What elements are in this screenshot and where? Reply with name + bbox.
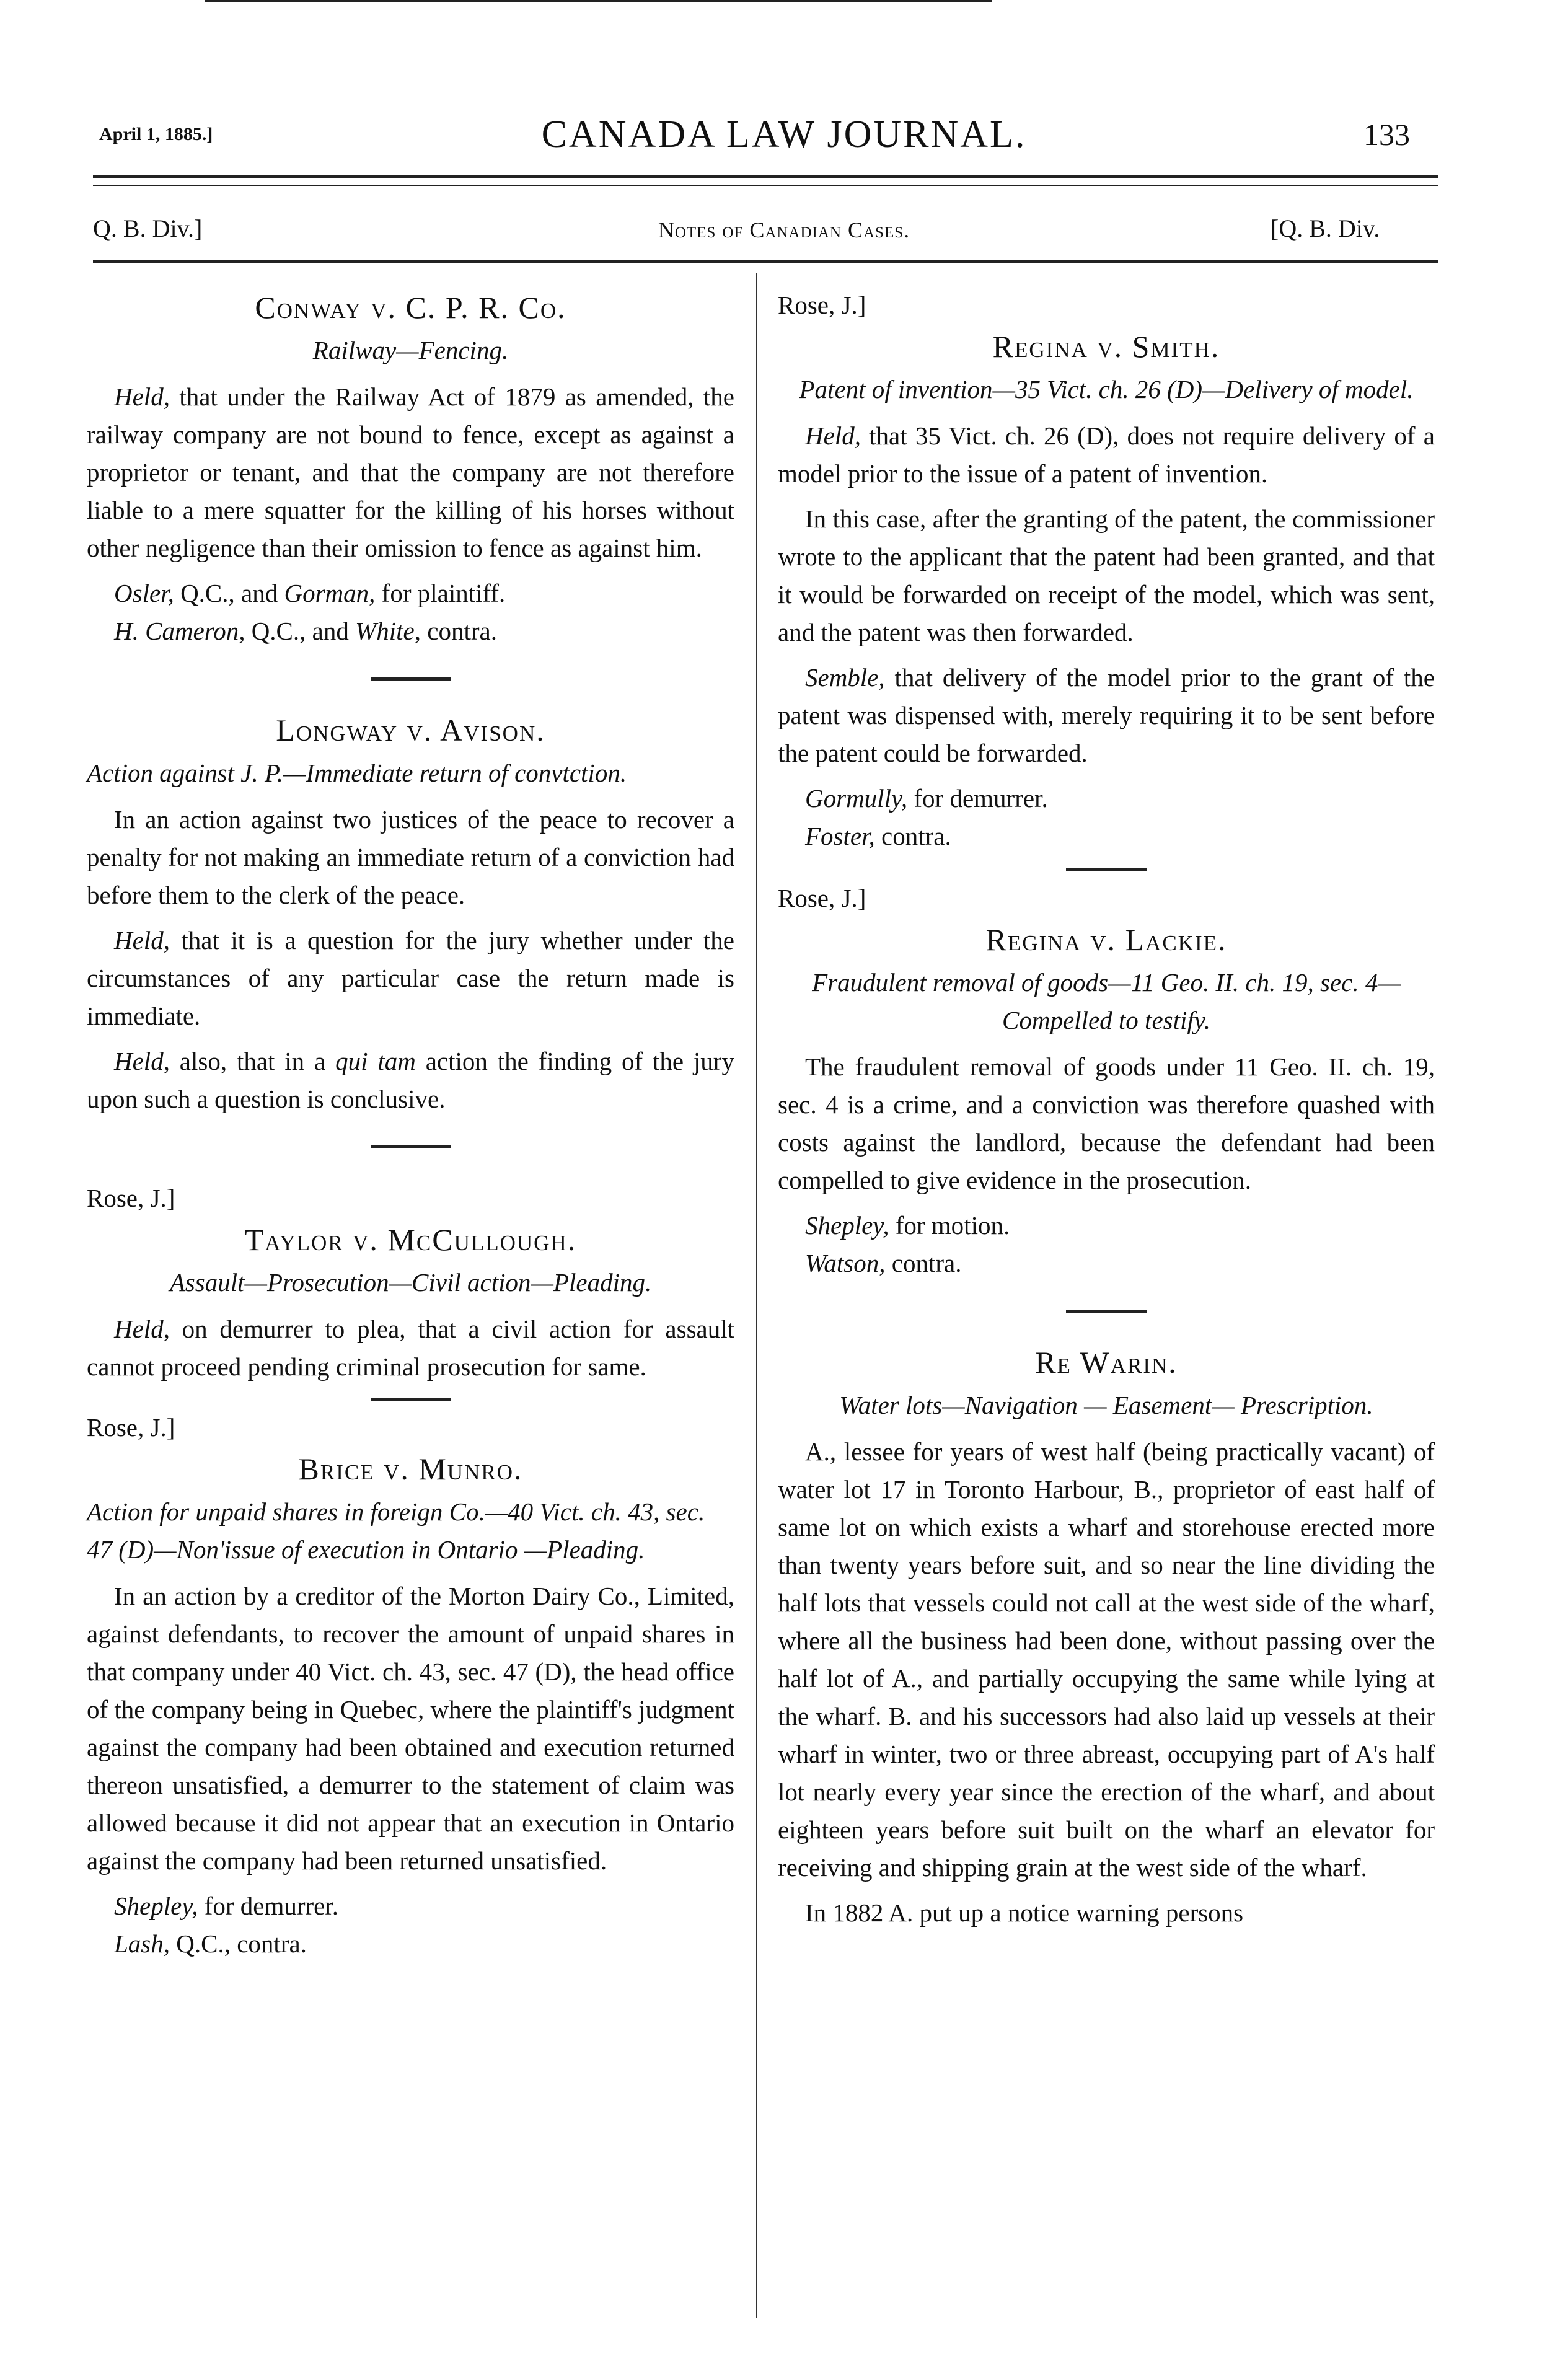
case-title-brice: Brice v. Munro. <box>298 1452 523 1486</box>
paragraph-longway-held-1: Held, that it is a question for the jury whether under the circumstances of any particular case the return made is immediate. <box>87 926 734 1030</box>
counsel-lackie-2: Watson, contra. <box>805 1249 962 1277</box>
counsel-smith-1: Gormully, for demurrer. <box>805 784 1048 813</box>
judge-lackie: Rose, J.] <box>778 884 866 912</box>
running-head-right: [Q. B. Div. <box>1271 214 1380 242</box>
paragraph-taylor-held: Held, on demurrer to plea, that a civil action for assault cannot proceed pending criminal prosecution for same. <box>87 1315 734 1381</box>
paragraph-smith-2: In this case, after the granting of the patent, the commissioner wrote to the applicant that the patent had been granted, and that it would be forwarded on receipt of the model, which was sent, and the patent was then forwarded. <box>778 505 1435 646</box>
counsel-lackie-1: Shepley, for motion. <box>805 1211 1010 1240</box>
running-head-left: Q. B. Div.] <box>93 214 203 242</box>
paragraph-smith-semble: Semble, that delivery of the model prior to the grant of the patent was dispensed with, merely requiring it to be sent before the patent could be forwarded. <box>778 663 1435 767</box>
headnote-conway: Railway—Fencing. <box>312 336 509 364</box>
case-separator <box>1066 868 1147 871</box>
paragraph-lackie-1: The fraudulent removal of goods under 11 Geo. II. ch. 19, sec. 4 is a crime, and a conviction was therefore quashed with costs against the landlord, because the defendant had been compelled to give evidence in the prosecution. <box>778 1052 1435 1194</box>
judge-smith: Rose, J.] <box>778 291 866 319</box>
judge-brice: Rose, J.] <box>87 1413 175 1442</box>
case-separator <box>371 677 451 681</box>
case-title-longway: Longway v. Avison. <box>276 713 545 747</box>
counsel-brice-1: Shepley, for demurrer. <box>114 1892 339 1920</box>
subheader-rule <box>93 260 1438 263</box>
paragraph-longway-1: In an action against two justices of the peace to recover a penalty for not making an immediate return of a conviction had before them to the clerk of the peace. <box>87 805 734 909</box>
judge-taylor: Rose, J.] <box>87 1184 175 1212</box>
case-title-conway: Conway v. C. P. R. Co. <box>255 290 566 325</box>
page-number: 133 <box>1363 117 1410 152</box>
case-title-lackie: Regina v. Lackie. <box>985 922 1227 957</box>
column-divider <box>756 273 757 2318</box>
paragraph-warin-1: A., lessee for years of west half (being practically vacant) of water lot 17 in Toronto Harbour, B., proprietor of east half of same lot on which exists a wharf and storehouse erected more than twenty years before suit, and so near the line dividing the half lots that vessels could not call at the west side of the wharf, where all the business had been done, without passing over the half lot of A., and partially occupying the same while lying at the wharf. B. and his successors had also laid up vessels at their wharf in winter, two or three abreast, occupying part of A's half lot nearly every year since the erection of the wharf, and about eighteen years before suit built on the wharf an elevator for receiving and shipping grain at the west side of the wharf. <box>778 1437 1435 1882</box>
case-title-taylor: Taylor v. McCullough. <box>244 1222 577 1257</box>
headnote-longway: Action against J. P.—Immediate return of convtction. <box>87 759 627 787</box>
counsel-smith-2: Foster, contra. <box>805 822 951 850</box>
headnote-warin: Water lots—Navigation — Easement— Prescription. <box>839 1391 1373 1419</box>
journal-title: CANADA LAW JOURNAL. <box>541 113 1027 156</box>
counsel-conway-2: H. Cameron, Q.C., and White, contra. <box>114 617 497 645</box>
headnote-taylor: Assault—Prosecution—Civil action—Pleading. <box>169 1268 652 1297</box>
paragraph-longway-held-2: Held, also, that in a qui tam action the finding of the jury upon such a question is conclusive. <box>87 1047 734 1113</box>
counsel-brice-2: Lash, Q.C., contra. <box>114 1929 307 1958</box>
case-separator <box>1066 1310 1147 1313</box>
right-column <box>778 279 1435 1939</box>
paragraph-warin-2: In 1882 A. put up a notice warning persons <box>805 1898 1244 1927</box>
header-rule-thin <box>93 185 1438 186</box>
headnote-lackie: Fraudulent removal of goods—11 Geo. II. ch. 19, sec. 4—Compelled to testify. <box>812 968 1401 1034</box>
paragraph-brice-1: In an action by a creditor of the Morton Dairy Co., Limited, against defendants, to recover the amount of unpaid shares in that company under 40 Vict. ch. 43, sec. 47 (D), the head office of the company being in Quebec, where the plaintiff's judgment against the company had been obtained and execution returned thereon unsatisfied, a demurrer to the statement of claim was allowed because it did not appear that an execution in Ontario against the company had been returned unsatisfied. <box>87 1582 734 1875</box>
headnote-smith: Patent of invention—35 Vict. ch. 26 (D)—Delivery of model. <box>799 375 1414 403</box>
case-title-warin: Re Warin. <box>1035 1345 1178 1380</box>
running-head-center: Notes of Canadian Cases. <box>658 218 910 242</box>
headnote-brice: Action for unpaid shares in foreign Co.—40 Vict. ch. 43, sec. 47 (D)—Non'issue of execution in Ontario —Pleading. <box>87 1497 705 1564</box>
left-column <box>87 279 734 1963</box>
top-edge-rule <box>205 0 992 2</box>
counsel-conway-1: Osler, Q.C., and Gorman, for plaintiff. <box>114 579 506 607</box>
paragraph-conway-held: Held, that under the Railway Act of 1879 as amended, the railway company are not bound to fence, except as against a proprietor or tenant, and that the company are not therefore liable to a mere squatter for the killing of his horses without other negligence than their omission to fence as against him. <box>87 382 734 562</box>
case-separator <box>371 1145 451 1148</box>
case-separator <box>371 1398 451 1401</box>
case-title-smith: Regina v. Smith. <box>992 329 1220 364</box>
paragraph-smith-held: Held, that 35 Vict. ch. 26 (D), does not require delivery of a model prior to the issue of a patent of invention. <box>778 421 1435 488</box>
issue-date: April 1, 1885.] <box>99 124 213 144</box>
header-rule-thick <box>93 175 1438 178</box>
